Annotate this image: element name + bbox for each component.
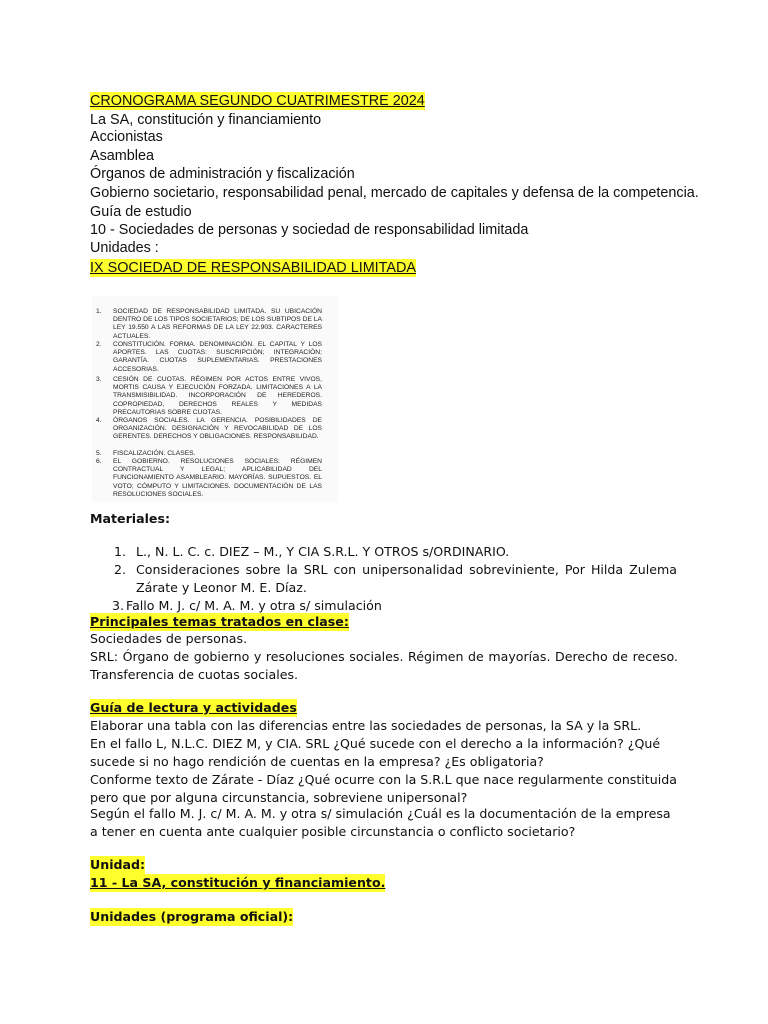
topic-line: Unidades : xyxy=(90,240,159,256)
topic-line: Órganos de administración y fiscalización xyxy=(90,166,355,182)
program-item: 5. FISCALIZACIÓN. CLASES. xyxy=(96,450,196,457)
topic-line: Accionistas xyxy=(90,129,163,145)
program-item: 1. SOCIEDAD DE RESPONSABILIDAD LIMITADA. SU UBICACIÓN DENTRO DE LOS TIPOS SOCIETARIOS; DE LOS SUBTIPOS DE LA LEY 19.550 A LAS REFORMAS DE LA LEY 22.903. CARACTERES ACTUALES. xyxy=(96,308,322,340)
guia-paragraph: Elaborar una tabla con las diferencias entre las sociedades de personas, la SA y la SRL. xyxy=(90,718,642,733)
topic-line: Gobierno societario, responsabilidad penal, mercado de capitales y defensa de la competencia. xyxy=(90,185,699,201)
unidad-heading: Unidad: xyxy=(90,857,146,872)
guia-paragraph: Según el fallo M. J. c/ M. A. M. y otra s/ simulación ¿Cuál es la documentación de la empresa a tener en cuenta ante cualquier posible circunstancia o conflicto societario? xyxy=(90,806,671,839)
temas-line: Sociedades de personas. xyxy=(90,631,248,646)
list-number: 3. xyxy=(112,598,125,613)
program-item: 3. CESIÓN DE CUOTAS. RÉGIMEN POR ACTOS ENTRE VIVOS, MORTIS CAUSA Y EJECUCIÓN FORZADA. LIMITACIONES A LA TRANSMISIBILIDAD. INCORPORACIÓN DE HEREDEROS. COPROPIEDAD, DERECHOS REALES Y MEDIDAS PRECAUTORIAS SOBRE CUOTAS. xyxy=(96,376,322,416)
temas-paragraph: SRL: Órgano de gobierno y resoluciones sociales. Régimen de mayorías. Derecho de receso. Transferencia de cuotas sociales. xyxy=(90,649,678,682)
list-number: 2. xyxy=(114,562,127,577)
guia-paragraph: Conforme texto de Zárate - Díaz ¿Qué ocurre con la S.R.L que nace regularmente constituida pero que por alguna circunstancia, sobreviene unipersonal? xyxy=(90,772,677,805)
document-title: CRONOGRAMA SEGUNDO CUATRIMESTRE 2024 xyxy=(90,93,425,109)
topic-line: Guía de estudio xyxy=(90,204,192,220)
topic-line: 10 - Sociedades de personas y sociedad de responsabilidad limitada xyxy=(90,222,529,238)
temas-heading: Principales temas tratados en clase: xyxy=(90,614,349,629)
unidad-title: 11 - La SA, constitución y financiamiento. xyxy=(90,875,386,890)
topic-line: Asamblea xyxy=(90,148,154,164)
program-item: 6. EL GOBIERNO. RESOLUCIONES SOCIALES: RÉGIMEN CONTRACTUAL Y LEGAL; APLICABILIDAD DEL FUNCIONAMIENTO ASAMBLEARIO. MAYORÍAS. SUPUESTOS. EL VOTO; CÓMPUTO Y LIMITACIONES. DOCUMENTACIÓN DE LAS RESOLUCIONES SOCIALES. xyxy=(96,458,322,498)
materiales-heading: Materiales: xyxy=(90,511,171,526)
topic-line: La SA, constitución y financiamiento xyxy=(90,112,322,128)
guia-heading: Guía de lectura y actividades xyxy=(90,700,297,715)
list-number: 1. xyxy=(114,544,127,559)
section-heading: IX SOCIEDAD DE RESPONSABILIDAD LIMITADA xyxy=(90,260,416,276)
guia-paragraph: En el fallo L, N.L.C. DIEZ M, y CIA. SRL ¿Qué sucede con el derecho a la información? ¿Qué sucede si no hago rendición de cuentas en la empresa? ¿Es obligatoria? xyxy=(90,736,661,769)
unidades-programa-heading: Unidades (programa oficial): xyxy=(90,909,294,924)
scanned-program-image xyxy=(92,296,338,502)
list-item: L., N. L. C. c. DIEZ – M., Y CIA S.R.L. Y OTROS s/ORDINARIO. xyxy=(136,544,510,559)
program-item: 4. ÓRGANOS SOCIALES. LA GERENCIA. POSIBILIDADES DE ORGANIZACIÓN. DESIGNACIÓN Y REVOCABILIDAD DE LOS GERENTES. DERECHOS Y OBLIGACIONES. RESPONSABILIDAD. xyxy=(96,417,322,441)
list-item: Fallo M. J. c/ M. A. M. y otra s/ simulación xyxy=(126,598,382,613)
program-item: 2. CONSTITUCIÓN. FORMA. DENOMINACIÓN. EL CAPITAL Y LOS APORTES. LAS CUOTAS: SUSCRIPCIÓN; INTEGRACIÓN; GARANTÍA. CUOTAS SUPLEMENTARIAS. PRESTACIONES ACCESORIAS. xyxy=(96,341,322,373)
list-item: Consideraciones sobre la SRL con unipersonalidad sobreviniente, Por Hilda Zulema Zárate y Leonor M. E. Díaz. xyxy=(136,562,677,595)
